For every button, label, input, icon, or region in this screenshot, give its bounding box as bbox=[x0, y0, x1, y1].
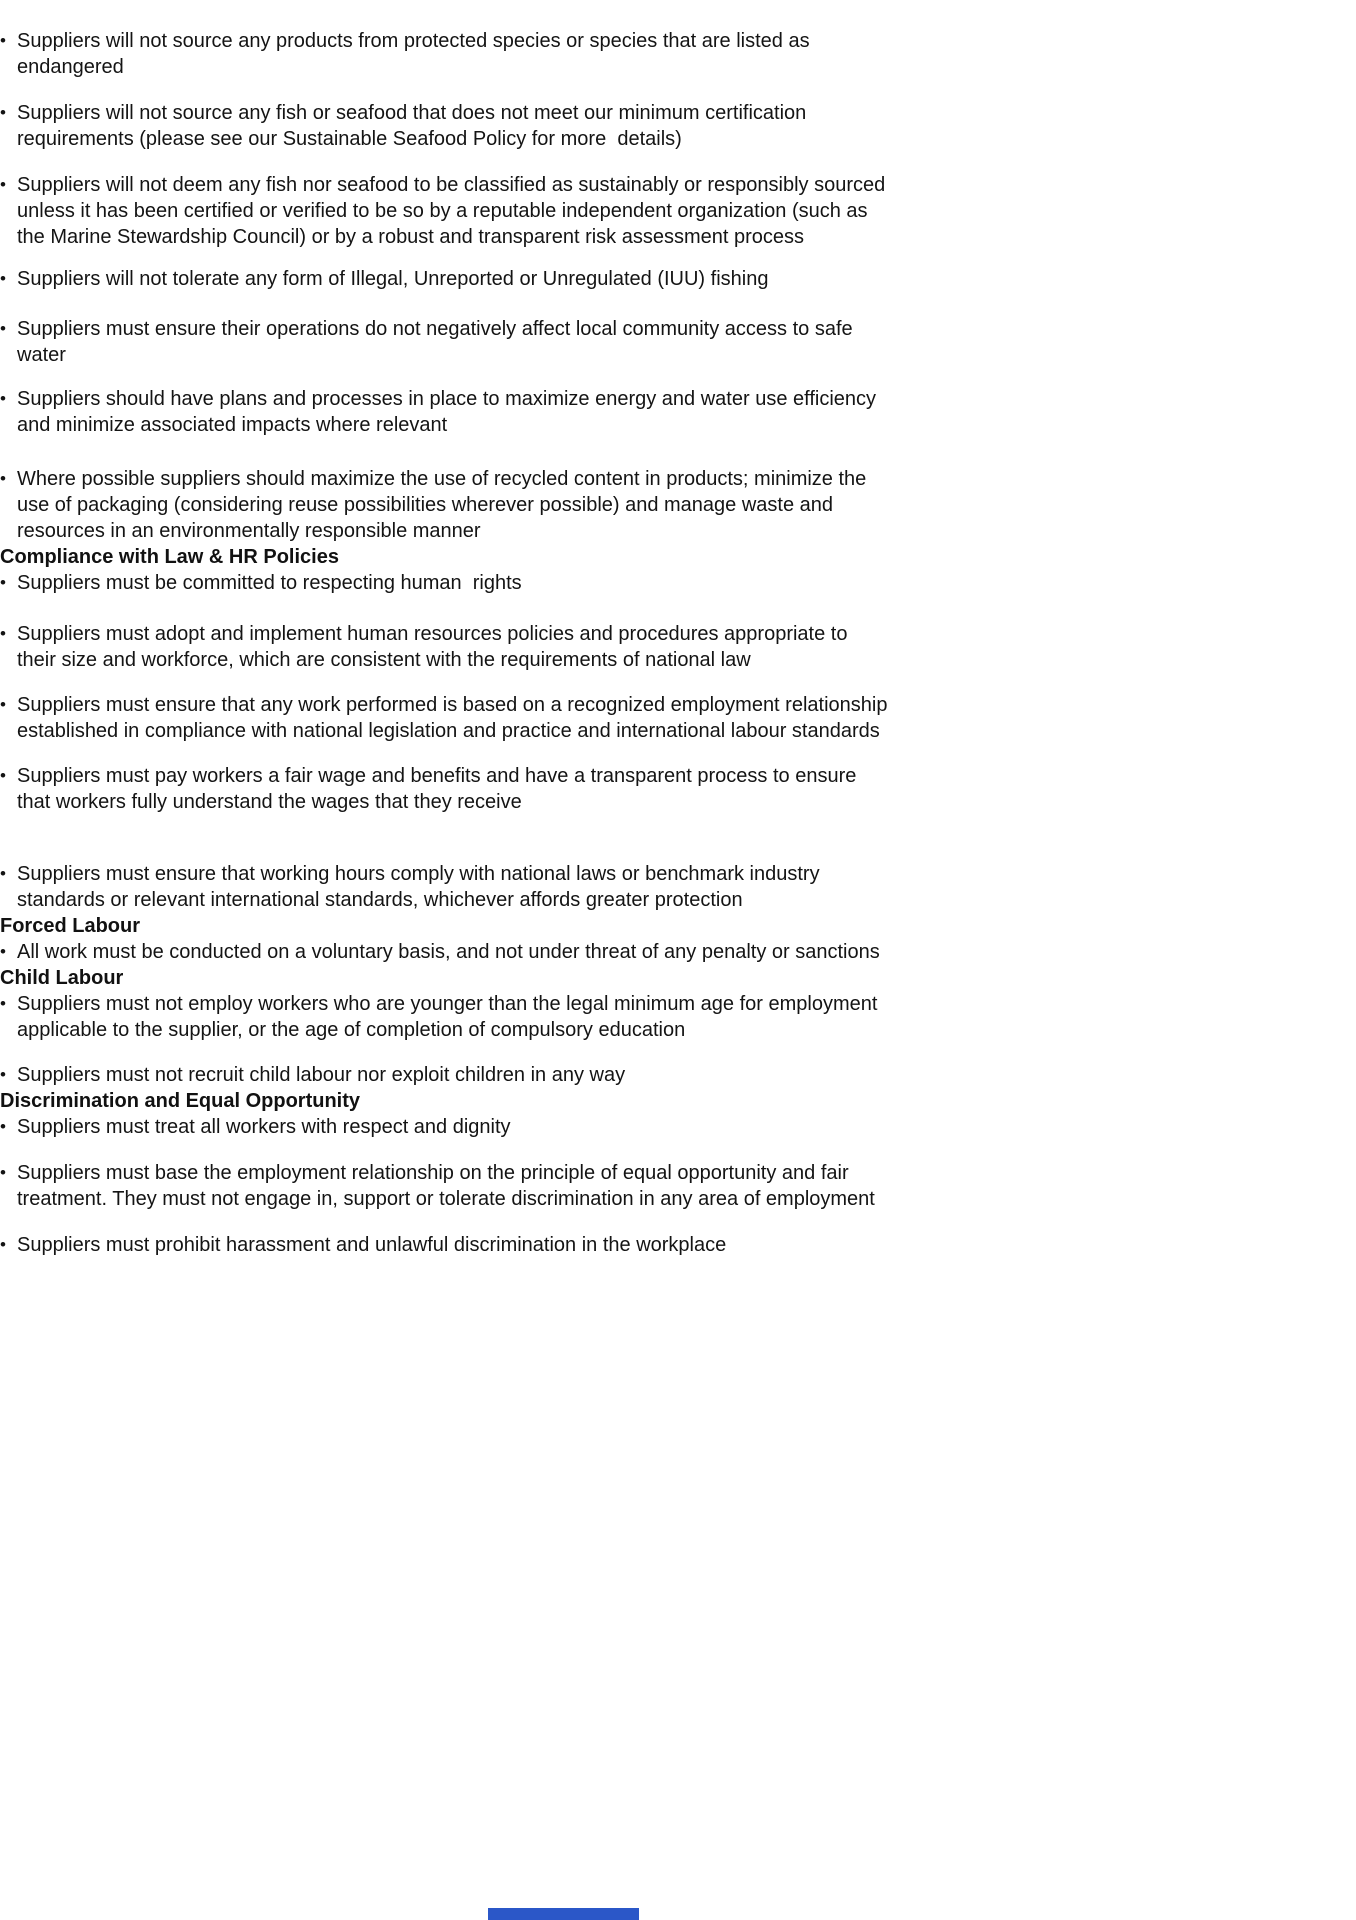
bullet-marker: • bbox=[0, 1065, 6, 1084]
bullet-text: Suppliers should have plans and processes in place to maximize energy and water use efficiency and minimize associated impacts where relevant bbox=[17, 388, 882, 436]
bullet-item bbox=[0, 861, 1356, 913]
bullet-list bbox=[0, 28, 1356, 544]
bullet-text: Suppliers must ensure that working hours comply with national laws or benchmark industry standards or relevant international standards, whichever affords greater protection bbox=[17, 863, 826, 911]
bullet-text: Suppliers must base the employment relationship on the principle of equal opportunity and fair treatment. They must not engage in, support or tolerate discrimination in any area of employment bbox=[17, 1162, 875, 1210]
bullet-marker: • bbox=[0, 103, 6, 122]
bullet-text: Suppliers will not source any products from protected species or species that are listed as endangered bbox=[17, 30, 816, 78]
bullet-marker: • bbox=[0, 31, 6, 50]
bullet-marker: • bbox=[0, 1117, 6, 1136]
bullet-item bbox=[0, 266, 1356, 292]
section-heading: Discrimination and Equal Opportunity bbox=[0, 1090, 361, 1112]
partial-blue-element bbox=[488, 1908, 639, 1920]
section-heading: Child Labour bbox=[0, 967, 124, 989]
bullet-marker: • bbox=[0, 469, 6, 488]
bullet-text: Where possible suppliers should maximize the use of recycled content in products; minimize the use of packaging (considering reuse possibilities wherever possible) and manage waste and resources in an environmentally responsible manner bbox=[17, 468, 872, 542]
bullet-item bbox=[0, 172, 1356, 250]
bullet-item bbox=[0, 316, 1356, 368]
bullet-text: Suppliers will not deem any fish nor seafood to be classified as sustainably or responsibly sourced unless it has been certified or verified to be so by a reputable independent organization (such as the Marine Stewardship Council) or by a robust and transparent risk assessment process bbox=[17, 174, 891, 248]
bullet-item bbox=[0, 991, 1356, 1043]
bullet-list bbox=[0, 991, 1356, 1088]
bullet-text: Suppliers must ensure that any work performed is based on a recognized employment relationship established in compliance with national legislation and practice and international labour standards bbox=[17, 694, 894, 742]
bullet-marker: • bbox=[0, 624, 6, 643]
section-forced-labour bbox=[0, 913, 1356, 965]
bullet-item bbox=[0, 763, 1356, 815]
bullet-item bbox=[0, 100, 1356, 152]
bullet-text: Suppliers must adopt and implement human resources policies and procedures appropriate to their size and workforce, which are consistent with the requirements of national law bbox=[17, 623, 854, 671]
bullet-item bbox=[0, 570, 1356, 596]
section-discrimination bbox=[0, 1088, 1356, 1258]
bullet-marker: • bbox=[0, 864, 6, 883]
bullet-list bbox=[0, 1114, 1356, 1258]
section-heading: Forced Labour bbox=[0, 915, 141, 937]
bullet-text: Suppliers will not tolerate any form of Illegal, Unreported or Unregulated (IUU) fishing bbox=[17, 268, 769, 290]
bullet-marker: • bbox=[0, 389, 6, 408]
bullet-item bbox=[0, 28, 1356, 80]
bullet-item bbox=[0, 939, 1356, 965]
bullet-text: Suppliers will not source any fish or seafood that does not meet our minimum certification requirements (please see our Sustainable Seafood Policy for more details) bbox=[17, 102, 812, 150]
bullet-marker: • bbox=[0, 942, 6, 961]
bullet-marker: • bbox=[0, 1163, 6, 1182]
bullet-text: Suppliers must ensure their operations do not negatively affect local community access to safe water bbox=[17, 318, 859, 366]
bullet-text: Suppliers must pay workers a fair wage and benefits and have a transparent process to ensure that workers fully understand the wages that they receive bbox=[17, 765, 862, 813]
bullet-list bbox=[0, 939, 1356, 965]
bullet-item bbox=[0, 1160, 1356, 1212]
section-child-labour bbox=[0, 965, 1356, 1088]
bullet-text: Suppliers must not employ workers who are younger than the legal minimum age for employment applicable to the supplier, or the age of completion of compulsory education bbox=[17, 993, 883, 1041]
bullet-list bbox=[0, 570, 1356, 913]
bullet-marker: • bbox=[0, 269, 6, 288]
bullet-text: All work must be conducted on a voluntary basis, and not under threat of any penalty or sanctions bbox=[17, 941, 880, 963]
bullet-text: Suppliers must prohibit harassment and unlawful discrimination in the workplace bbox=[17, 1234, 727, 1256]
bullet-item bbox=[0, 386, 1356, 438]
bullet-text: Suppliers must not recruit child labour nor exploit children in any way bbox=[17, 1064, 626, 1086]
section-environment bbox=[0, 28, 1356, 544]
bullet-marker: • bbox=[0, 175, 6, 194]
bullet-marker: • bbox=[0, 766, 6, 785]
bullet-marker: • bbox=[0, 1235, 6, 1254]
bullet-marker: • bbox=[0, 695, 6, 714]
bullet-marker: • bbox=[0, 319, 6, 338]
bullet-item bbox=[0, 692, 1356, 744]
bullet-item bbox=[0, 1114, 1356, 1140]
bullet-text: Suppliers must treat all workers with respect and dignity bbox=[17, 1116, 511, 1138]
bullet-marker: • bbox=[0, 994, 6, 1013]
bullet-item bbox=[0, 621, 1356, 673]
section-compliance bbox=[0, 544, 1356, 913]
section-heading: Compliance with Law & HR Policies bbox=[0, 546, 339, 568]
bullet-text: Suppliers must be committed to respecting human rights bbox=[17, 572, 522, 594]
bullet-item bbox=[0, 1062, 1356, 1088]
bullet-marker: • bbox=[0, 573, 6, 592]
bullet-item bbox=[0, 1232, 1356, 1258]
bullet-item bbox=[0, 466, 1356, 544]
